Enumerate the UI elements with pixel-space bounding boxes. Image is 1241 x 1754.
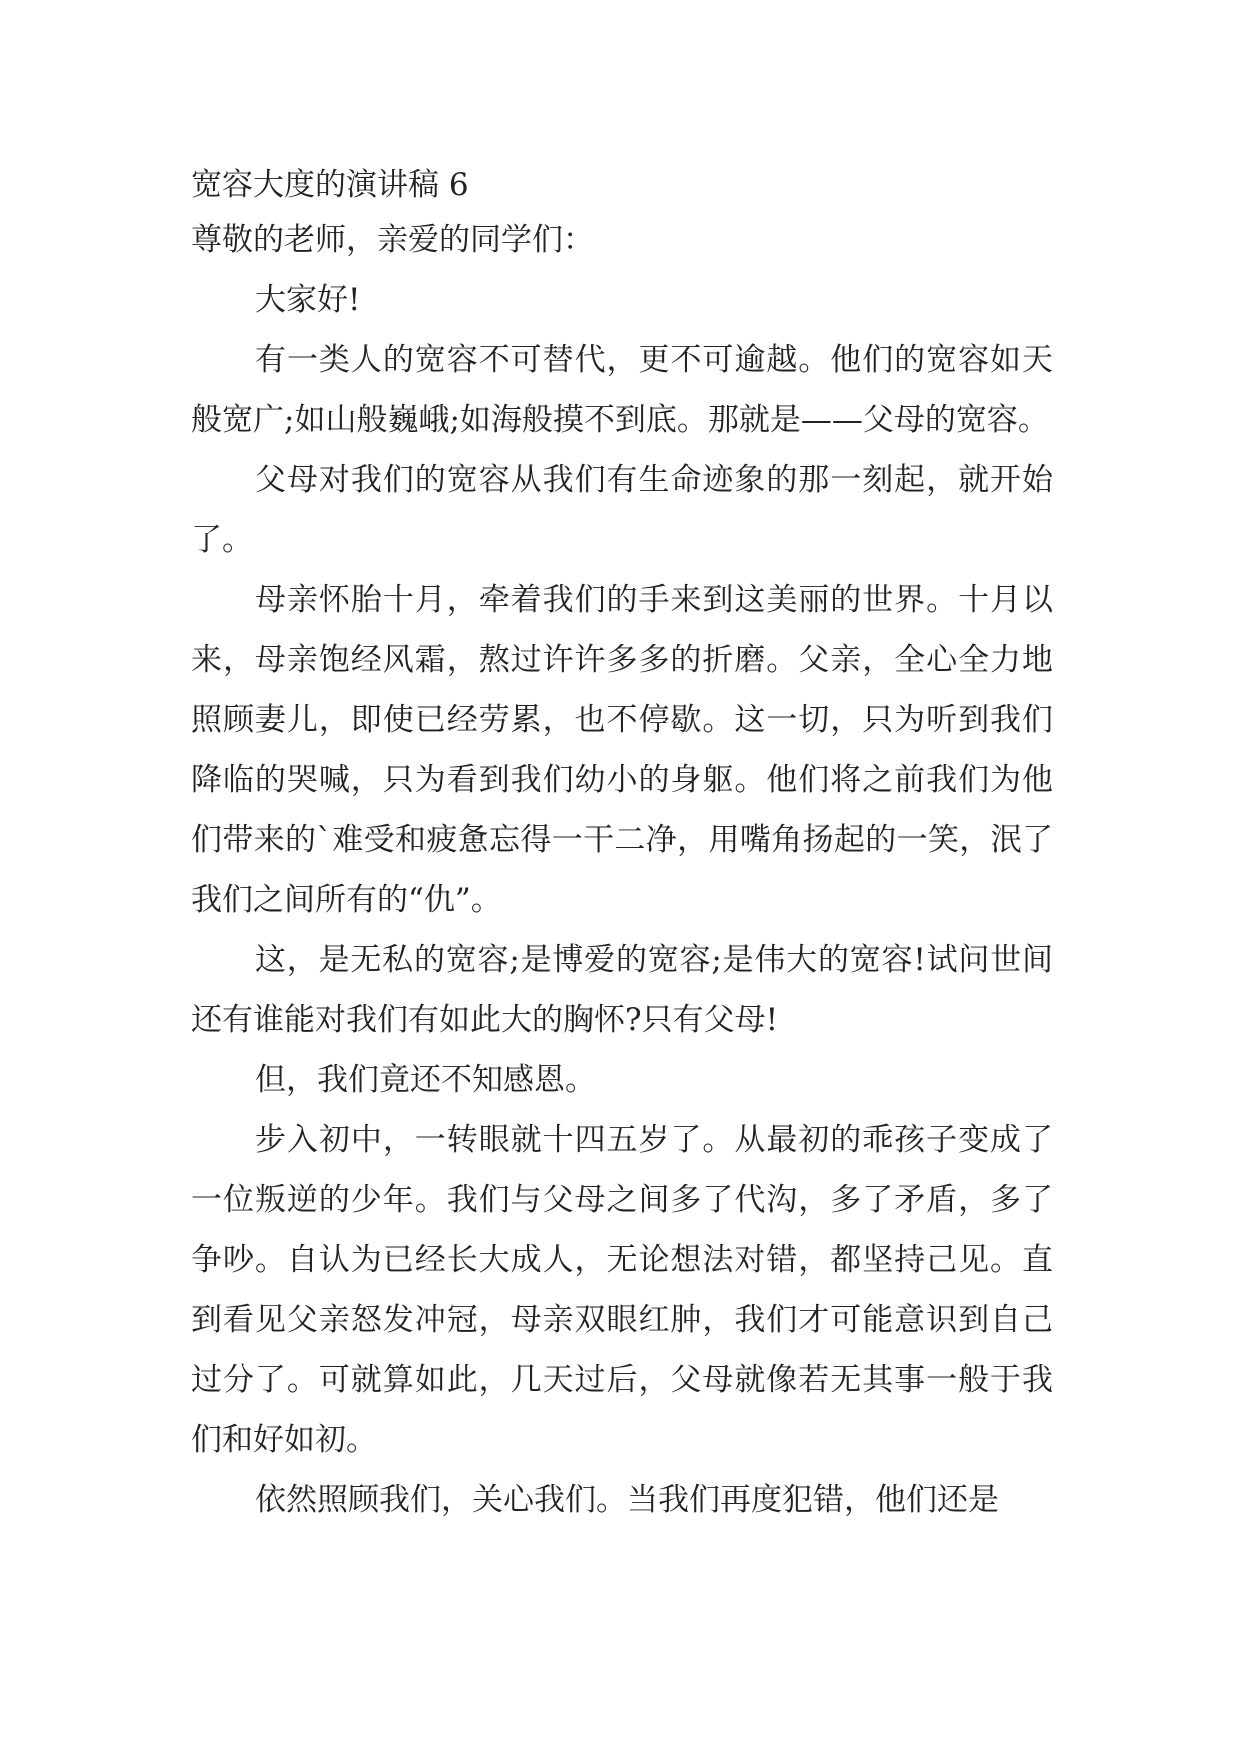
paragraph-5: 但，我们竟还不知感恩。 <box>255 1062 596 1098</box>
document-page <box>191 160 1053 1530</box>
paragraph-7: 依然照顾我们，关心我们。当我们再度犯错，他们还是 <box>255 1482 999 1518</box>
paragraph-greeting: 大家好! <box>255 282 361 318</box>
document-title: 宽容大度的演讲稿 6 <box>191 167 469 203</box>
paragraph-2: 父母对我们的宽容从我们有生命迹象的那一刻起，就开始了。 <box>191 462 1053 558</box>
paragraph-6: 步入初中，一转眼就十四五岁了。从最初的乖孩子变成了一位叛逆的少年。我们与父母之间多了代沟，多了矛盾，多了争吵。自认为已经长大成人，无论想法对错，都坚持己见。直到看见父亲怒发冲冠，母亲双眼红肿，我们才可能意识到自己过分了。可就算如此，几天过后，父母就像若无其事一般于我们和好如初。 <box>191 1122 1053 1458</box>
paragraph-4: 这，是无私的宽容;是博爱的宽容;是伟大的宽容!试问世间还有谁能对我们有如此大的胸怀?只有父母! <box>191 942 1053 1038</box>
salutation: 尊敬的老师，亲爱的同学们： <box>191 222 594 258</box>
paragraph-3: 母亲怀胎十月，牵着我们的手来到这美丽的世界。十月以来，母亲饱经风霜，熬过许许多多的折磨。父亲，全心全力地照顾妻儿，即使已经劳累，也不停歇。这一切，只为听到我们降临的哭喊，只为看到我们幼小的身躯。他们将之前我们为他们带来的`难受和疲惫忘得一干二净，用嘴角扬起的一笑，泯了我们之间所有的“仇”。 <box>191 582 1053 918</box>
paragraph-1: 有一类人的宽容不可替代，更不可逾越。他们的宽容如天般宽广;如山般巍峨;如海般摸不到底。那就是——父母的宽容。 <box>191 342 1053 438</box>
